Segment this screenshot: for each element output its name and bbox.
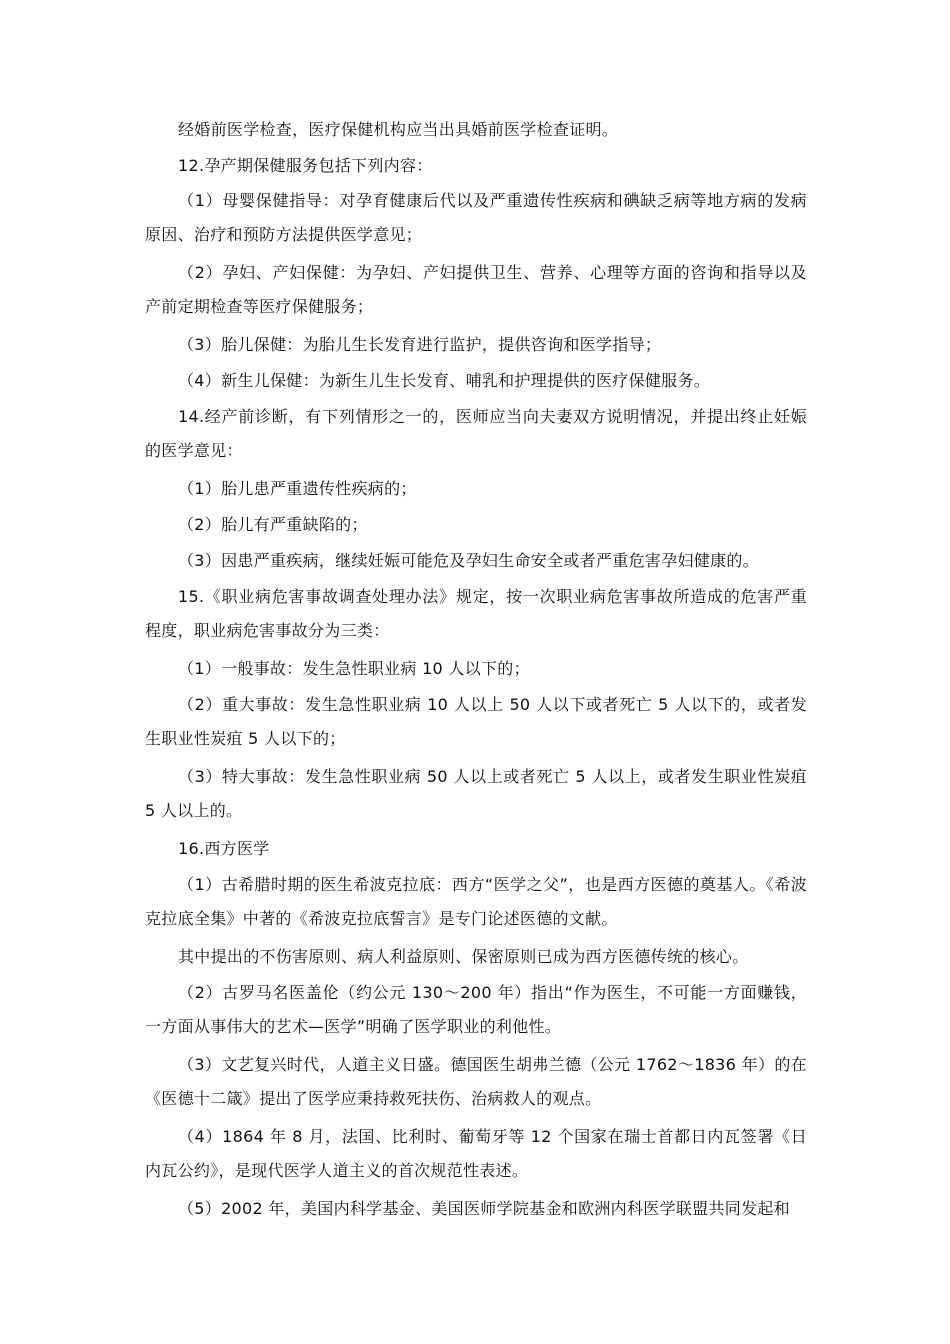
- paragraph: 其中提出的不伤害原则、病人利益原则、保密原则已成为西方医德传统的核心。: [178, 947, 749, 966]
- paragraph: （3）特大事故：发生急性职业病 50 人以上或者死亡 5 人以上，或者发生职业性炭疽 5 人以上的。: [145, 767, 807, 820]
- paragraph: （2）重大事故：发生急性职业病 10 人以上 50 人以下或者死亡 5 人以下的，或者发生职业性炭疽 5 人以下的；: [145, 695, 807, 748]
- paragraph: （2）孕妇、产妇保健：为孕妇、产妇提供卫生、营养、心理等方面的咨询和指导以及产前定期检查等医疗保健服务；: [145, 263, 807, 316]
- paragraph: （1）一般事故：发生急性职业病 10 人以下的；: [178, 659, 530, 678]
- paragraph: （2）胎儿有严重缺陷的；: [178, 515, 368, 534]
- paragraph: （1）母婴保健指导：对孕育健康后代以及严重遗传性疾病和碘缺乏病等地方病的发病原因、治疗和预防方法提供医学意见；: [145, 191, 807, 244]
- paragraph: 15.《职业病危害事故调查处理办法》规定，按一次职业病危害事故所造成的危害严重程度，职业病危害事故分为三类：: [145, 587, 807, 640]
- paragraph: 16.西方医学: [178, 839, 270, 858]
- paragraph: 经婚前医学检查，医疗保健机构应当出具婚前医学检查证明。: [178, 120, 619, 139]
- paragraph: （1）胎儿患严重遗传性疾病的；: [178, 479, 417, 498]
- paragraph: （4）1864 年 8 月，法国、比利时、葡萄牙等 12 个国家在瑞士首都日内瓦签署《日内瓦公约》，是现代医学人道主义的首次规范性表述。: [145, 1127, 807, 1180]
- paragraph: （4）新生儿保健：为新生儿生长发育、哺乳和护理提供的医疗保健服务。: [178, 371, 711, 390]
- paragraph: （3）胎儿保健：为胎儿生长发育进行监护，提供咨询和医学指导；: [178, 335, 662, 354]
- paragraph: （5）2002 年，美国内科学基金、美国医师学院基金和欧洲内科医学联盟共同发起和: [178, 1199, 790, 1218]
- paragraph: 14.经产前诊断，有下列情形之一的，医师应当向夫妻双方说明情况，并提出终止妊娠的医学意见：: [145, 407, 807, 460]
- paragraph: 12.孕产期保健服务包括下列内容：: [178, 156, 433, 175]
- paragraph: （3）文艺复兴时代，人道主义日盛。德国医生胡弗兰德（公元 1762～1836 年）的在《医德十二箴》提出了医学应秉持救死扶伤、治病救人的观点。: [145, 1055, 807, 1108]
- paragraph: （1）古希腊时期的医生希波克拉底：西方“医学之父”，也是西方医德的奠基人。《希波克拉底全集》中著的《希波克拉底誓言》是专门论述医德的文献。: [145, 875, 807, 928]
- paragraph: （3）因患严重疾病，继续妊娠可能危及孕妇生命安全或者严重危害孕妇健康的。: [178, 551, 759, 570]
- paragraph: （2）古罗马名医盖伦（约公元 130～200 年）指出“作为医生，不可能一方面赚钱，一方面从事伟大的艺术—医学”明确了医学职业的利他性。: [145, 983, 807, 1036]
